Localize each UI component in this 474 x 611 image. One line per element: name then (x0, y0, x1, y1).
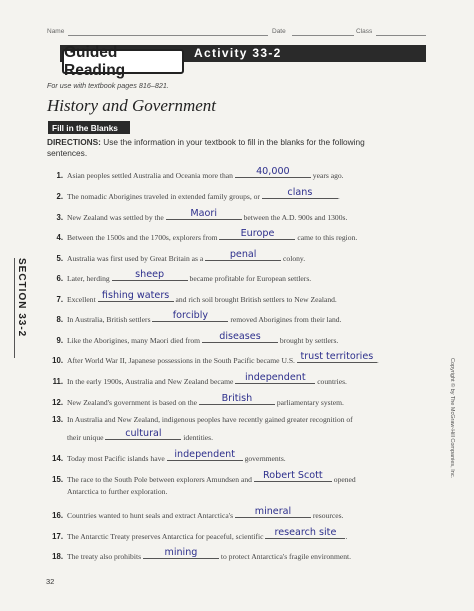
page-title: History and Government (47, 96, 217, 115)
question: 11. In the early 1900s, Australia and New Zealand became independent countries. (52, 372, 347, 386)
directions (47, 137, 407, 158)
guided-reading-title: Guided Reading (62, 49, 184, 74)
answer-blank[interactable]: penal (205, 251, 281, 261)
answer-blank[interactable]: mining (143, 549, 219, 559)
class-line (376, 35, 426, 36)
directions-label: DIRECTIONS: (47, 137, 101, 147)
question: 8. In Australia, British settlers forcibly removed Aborigines from their land. (56, 310, 342, 324)
question-continuation: their unique cultural identities. (67, 428, 214, 442)
directions-text: Use the information in your textbook to fill in the blanks for the following sentences. (47, 137, 365, 158)
answer-blank[interactable]: cultural (105, 430, 181, 440)
question: 15. The race to the South Pole between explorers Amundsen and Robert Scott opened (52, 470, 356, 484)
question: 6. Later, herding sheep became profitable for European settlers. (56, 269, 312, 283)
question: 12. New Zealand's government is based on the British parliamentary system. (52, 393, 344, 407)
answer-blank[interactable]: sheep (112, 271, 188, 281)
class-label: Class (356, 28, 373, 35)
question: 17. The Antarctic Treaty preserves Antarctica for peaceful, scientific research site . (52, 527, 348, 541)
answer-blank[interactable]: fishing waters (98, 292, 174, 302)
question: 4. Between the 1500s and the 1700s, explorers from Europe came to this region. (56, 228, 358, 242)
answer-blank[interactable]: Robert Scott (254, 472, 332, 482)
name-label: Name (47, 28, 65, 35)
date-line (292, 35, 354, 36)
question-continuation: Antarctica to further exploration. (67, 487, 168, 496)
question: 7. Excellent fishing waters and rich soil brought British settlers to New Zealand. (56, 290, 337, 304)
name-line (68, 35, 268, 36)
answer-blank[interactable]: independent (167, 451, 243, 461)
question: 2. The nomadic Aborigines traveled in extended family groups, or clans . (56, 187, 340, 201)
question: 18. The treaty also prohibits mining to protect Antarctica's fragile environment. (52, 547, 352, 561)
fill-in-blanks-badge: Fill in the Blanks (48, 121, 130, 134)
answer-blank[interactable]: diseases (202, 333, 278, 343)
page-number: 32 (46, 577, 55, 586)
activity-label: Activity 33-2 (194, 46, 282, 60)
answer-blank[interactable]: mineral (235, 508, 311, 518)
question: 10. After World War II, Japanese possessions in the South Pacific became U.S. trust territories . (52, 351, 379, 365)
question: 5. Australia was first used by Great Britain as a penal colony. (56, 249, 306, 263)
answer-blank[interactable]: 40,000 (235, 168, 311, 178)
answer-blank[interactable]: trust territories (297, 353, 377, 363)
question: 9. Like the Aborigines, many Maori died from diseases brought by settlers. (56, 331, 339, 345)
question: 1. Asian peoples settled Australia and Oceania more than 40,000 years ago. (56, 166, 344, 180)
answer-blank[interactable]: research site (265, 529, 345, 539)
answer-blank[interactable]: forcibly (152, 312, 228, 322)
question: 3. New Zealand was settled by the Maori between the A.D. 900s and 1300s. (56, 208, 348, 222)
copyright-notice: Copyright © by The McGraw-Hill Companies, Inc. (449, 358, 455, 479)
textbook-reference: For use with textbook pages 816–821. (47, 81, 169, 90)
question: 14. Today most Pacific islands have independent governments. (52, 449, 286, 463)
answer-blank[interactable]: British (199, 395, 275, 405)
answer-blank[interactable]: Maori (166, 210, 242, 220)
answer-blank[interactable]: Europe (219, 230, 295, 240)
answer-blank[interactable]: clans (262, 189, 338, 199)
date-label: Date (272, 28, 286, 35)
section-label: SECTION 33-2 (16, 258, 27, 338)
question: 16. Countries wanted to hunt seals and extract Antarctica's mineral resources. (52, 506, 344, 520)
answer-blank[interactable]: independent (235, 374, 315, 384)
question: 13. In Australia and New Zealand, indigenous peoples have recently gained greater recognition of (52, 415, 353, 424)
